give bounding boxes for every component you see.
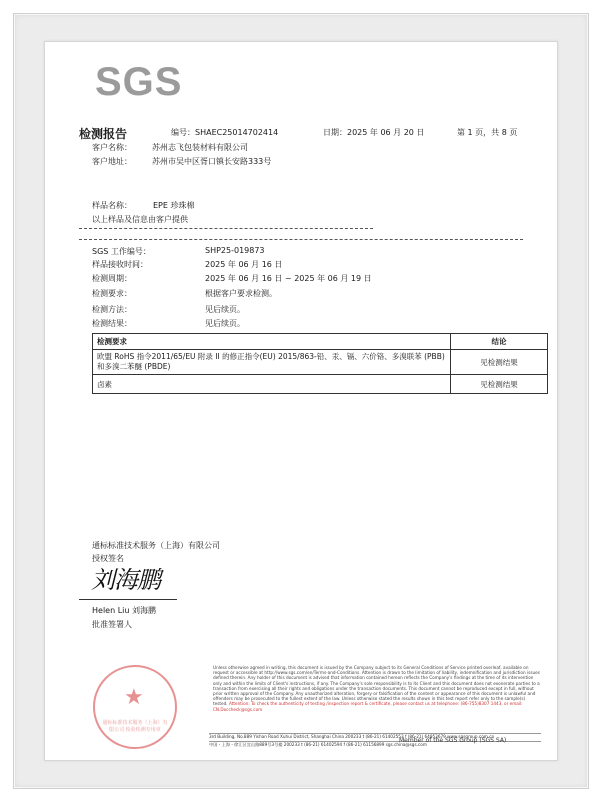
detail-value: 2025 年 06 月 16 日 xyxy=(205,260,283,269)
footer-address-en: 3rd Building, No.889 Yishan Road Xuhui District, Shanghai China 200233 t (86-21) 61402553 f (86-21) 64953679 www.sgsgroup.com.cn xyxy=(209,733,541,739)
sgs-member-note: Member of the SGS Group (SGS SA) xyxy=(399,737,507,744)
star-icon: ★ xyxy=(124,685,144,710)
authenticity-notice: Attention: To check the authenticity of testing /inspection report & certificate, please contact us at telephone: (86-755)8307 1443, or email: CN.Doccheck@sgs.com xyxy=(213,701,523,712)
detail-value: 根据客户要求检测。 xyxy=(205,289,277,298)
signatory-name: Helen Liu 刘海鹏 xyxy=(92,606,156,615)
detail-label: 检测方法： xyxy=(92,305,132,314)
detail-label: SGS 工作编号： xyxy=(92,247,151,256)
sgs-logo: SGS xyxy=(95,60,183,104)
divider-long xyxy=(79,239,523,240)
header-conclusion: 结论 xyxy=(451,334,548,350)
company-name: 通标标准技术服务（上海）有限公司 xyxy=(92,541,220,550)
sample-note: 以上样品及信息由客户提供 xyxy=(92,215,188,224)
requirement-cell: 欧盟 RoHS 指令2011/65/EU 附录 II 的修正指令(EU) 2015/863-铅、汞、镉、六价铬、多溴联苯 (PBB)和多溴二苯醚 (PBDE) xyxy=(93,350,451,375)
sample-name-label: 样品名称： xyxy=(92,201,132,210)
client-name: 苏州志飞包装材料有限公司 xyxy=(152,143,248,152)
report-title: 检测报告 xyxy=(79,127,128,141)
requirement-cell: 卤素 xyxy=(93,375,451,394)
report-footer xyxy=(59,657,543,749)
conclusion-cell: 见检测结果 xyxy=(451,375,548,394)
report-number: 编号：SHAEC25014702414 xyxy=(171,128,279,137)
authorized-signature-label: 授权签名 xyxy=(92,554,124,563)
stamp-text: 通标标准技术服务（上海）有限公司 检验检测专用章 xyxy=(102,720,168,733)
report-page xyxy=(44,41,558,761)
disclaimer: Unless otherwise agreed in writing, this document is issued by the Company subject to its General Conditions of Service printed overleaf, available on request or accessible at http://www.sgs.com/en/Terms-and-Conditions. Attention is drawn to the limitation of liability, indemnification and jurisdiction issues defined therein. Any holder of this document is advised that information contained hereon reflects the Company's findings at the time of its intervention only and within the limits of Client's instructions, if any. The Company's sole responsibility is to its Client and this document does not exonerate parties to a transaction from exercising all their rights and obligations under the transaction documents. This document cannot be reproduced except in full, without prior written approval of the Company. Any unauthorized alteration, forgery or falsification of the content or appearance of this document is unlawful and offenders may be prosecuted to the fullest extent of the law. Unless otherwise stated the results shown in this test report refer only to the sample(s) tested. xyxy=(213,665,540,707)
detail-label: 样品接收时间： xyxy=(92,260,148,269)
client-address-label: 客户地址： xyxy=(92,157,132,166)
detail-label: 检测结果： xyxy=(92,319,132,328)
detail-value: 见后续页。 xyxy=(205,305,245,314)
client-name-label: 客户名称： xyxy=(92,143,132,152)
report-date: 日期：2025 年 06 月 20 日 xyxy=(323,128,425,137)
client-address: 苏州市吴中区胥口镇长安路333号 xyxy=(152,157,272,166)
signature-line xyxy=(79,599,177,600)
detail-value: 见后续页。 xyxy=(205,319,245,328)
detail-label: 检测要求： xyxy=(92,289,132,298)
handwritten-signature: 刘海鹏 xyxy=(91,566,160,594)
disclaimer-text xyxy=(213,665,541,712)
official-stamp xyxy=(93,665,177,749)
signatory-role: 批准签署人 xyxy=(92,620,132,629)
detail-value: SHP25-019873 xyxy=(205,246,265,255)
detail-label: 检测周期： xyxy=(92,274,132,283)
divider-short xyxy=(79,228,373,229)
sample-name: EPE 珍珠棉 xyxy=(153,201,195,210)
table-row xyxy=(93,350,548,375)
report-page-count: 第 1 页，共 8 页 xyxy=(457,128,518,137)
table-header-row xyxy=(93,334,548,350)
header-requirement: 检测要求 xyxy=(93,334,451,350)
results-table xyxy=(92,333,548,394)
footer-address-cn: 中国・上海・徐汇区宜山路889号3号楼 200233 t (86-21) 61402594 f (86-21) 61156899 sgs.china@sgs.com xyxy=(209,741,541,748)
detail-value: 2025 年 06 月 16 日 ~ 2025 年 06 月 19 日 xyxy=(205,274,372,283)
conclusion-cell: 见检测结果 xyxy=(451,350,548,375)
table-row xyxy=(93,375,548,394)
